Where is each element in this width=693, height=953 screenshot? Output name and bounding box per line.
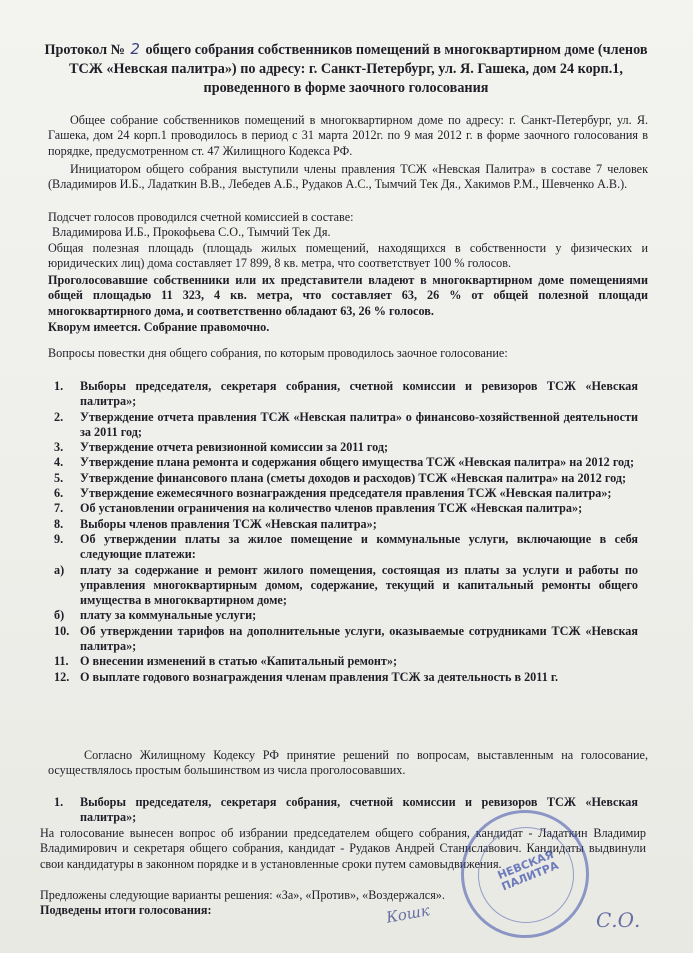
- section-1-paragraph-2: Предложены следующие варианты решения: «За», «Против», «Воздержался».: [40, 888, 445, 902]
- title-part1: Протокол №: [44, 42, 125, 58]
- agenda-item: 6. Утверждение ежемесячного вознаграждения председателя правления ТСЖ «Невская палитра»;: [54, 486, 612, 501]
- agenda-item: 10. Об утверждении тарифов на дополнительные услуги, оказываемые сотрудниками ТСЖ «Невская палитра»;: [54, 623, 638, 654]
- intro-paragraph-5: Общая полезная площадь (площадь жилых помещений, находящихся в собственности у физических и юридических лиц) дома составляет 17 899, 8 кв. метра, что соответствует 100 % голосов.: [48, 241, 648, 271]
- section-1-heading: 1. Выборы председателя, секретаря собрания, счетной комиссии и ревизоров ТСЖ «Невская палитра»;: [54, 795, 638, 825]
- intro-paragraph-4: Владимирова И.Б., Прокофьева С.О., Тымчий Тек Дя.: [52, 225, 331, 239]
- agenda-item: 4. Утверждение плана ремонта и содержания общего имущества ТСЖ «Невская палитра» на 2012 год;: [54, 455, 635, 470]
- agenda-subitem: а) плату за содержание и ремонт жилого помещения, состоящая из платы за услуги и работы по управления многоквартирным домом, содержание, текущий и капитальный ремонты общего имущества в многоквартирном доме;: [54, 562, 638, 608]
- document-title: [40, 40, 652, 98]
- title-part2: общего собрания собственников помещений в многоквартирном доме (членов ТСЖ «Невская палитра») по адресу: г. Санкт-Петербург, ул. Я. Гашека, дом 24 корп.1, проведенного в форме заочного голосования: [69, 42, 648, 96]
- intro-paragraph-1: Общее собрание собственников помещений в многоквартирном доме по адресу: г. Санкт-Петербург, ул. Я. Гашека, дом 24 корп.1 проводилось в период с 31 марта 2012г. по 9 мая 2012 г. в форме заочного голосования в порядке, предусмотренном ст. 47 Жилищного Кодекса РФ.: [48, 113, 648, 158]
- intro-paragraph-6: Проголосовавшие собственники или их представители владеют в многоквартирном доме помещениями общей площадью 11 323, 4 кв. метра, что составляет 63, 26 % от общей полезной площади многоквартирного дома, и соответственно обладают 63, 26 % голосов.: [48, 273, 648, 318]
- protocol-number: 2: [130, 40, 140, 58]
- agenda-item: 7. Об установлении ограничения на количество членов правления ТСЖ «Невская палитра»;: [54, 501, 583, 516]
- handwritten-signature-2: С.О.: [596, 908, 641, 932]
- agenda-item: 2. Утверждение отчета правления ТСЖ «Невская палитра» о финансово-хозяйственной деятельности за 2011 год;: [54, 409, 638, 439]
- section-1-paragraph-1: На голосование вынесен вопрос об избрании председателем общего собрания, кандидат - Ладаткин Владимир Владимирович и секретаря общего собрания, кандидат - Рудаков Андрей Станиславович. Кандидаты выдвинули свои кандидатуры в законном порядке и в установленные сроки путем самовыдвижения.: [40, 826, 646, 871]
- section-1-paragraph-3: Подведены итоги голосования:: [40, 903, 212, 917]
- handwritten-signature-1: Кошк: [384, 901, 432, 927]
- organization-stamp: [461, 810, 589, 938]
- agenda-item: 11. О внесении изменений в статью «Капитальный ремонт»;: [54, 654, 398, 669]
- quorum-statement: Кворум имеется. Собрание правомочно.: [48, 320, 270, 334]
- stamp-text: НЕВСКАЯ ПАЛИТРА: [495, 847, 561, 894]
- agenda-item: 12. О выплате годового вознаграждения членам правления ТСЖ за деятельность в 2011 г.: [54, 669, 559, 684]
- intro-paragraph-2: Инициатором общего собрания выступили члены правления ТСЖ «Невская Палитра» в составе 7 человек (Владимиров И.Б., Ладаткин В.В., Лебедев А.Б., Рудаков А.С., Тымчий Тек Дя., Хакимов Р.М., Шевченко А.В.).: [48, 162, 648, 192]
- agenda-heading: Вопросы повестки дня общего собрания, по которым проводилось заочное голосование:: [48, 346, 508, 360]
- agenda-item: 5. Утверждение финансового плана (сметы доходов и расходов) ТСЖ «Невская палитра» на 2012 год;: [54, 470, 627, 485]
- decision-rule: Согласно Жилищному Кодексу РФ принятие решений по вопросам, выставленным на голосование, осуществлялось простым большинством из числа проголосовавших.: [48, 748, 648, 778]
- agenda-subitem: б) плату за коммунальные услуги;: [54, 608, 257, 623]
- agenda-item: 9. Об утверждении платы за жилое помещение и коммунальные услуги, включающие в себя следующие платежи:: [54, 531, 638, 562]
- intro-paragraph-3: Подсчет голосов проводился счетной комиссией в составе:: [48, 210, 354, 224]
- agenda-item: 8. Выборы членов правления ТСЖ «Невская палитра»;: [54, 516, 377, 531]
- agenda-list: [54, 379, 638, 685]
- agenda-item: 1. Выборы председателя, секретаря собрания, счетной комиссии и ревизоров ТСЖ «Невская палитра»;: [54, 379, 638, 409]
- agenda-item: 3. Утверждение отчета ревизионной комиссии за 2011 год;: [54, 440, 389, 455]
